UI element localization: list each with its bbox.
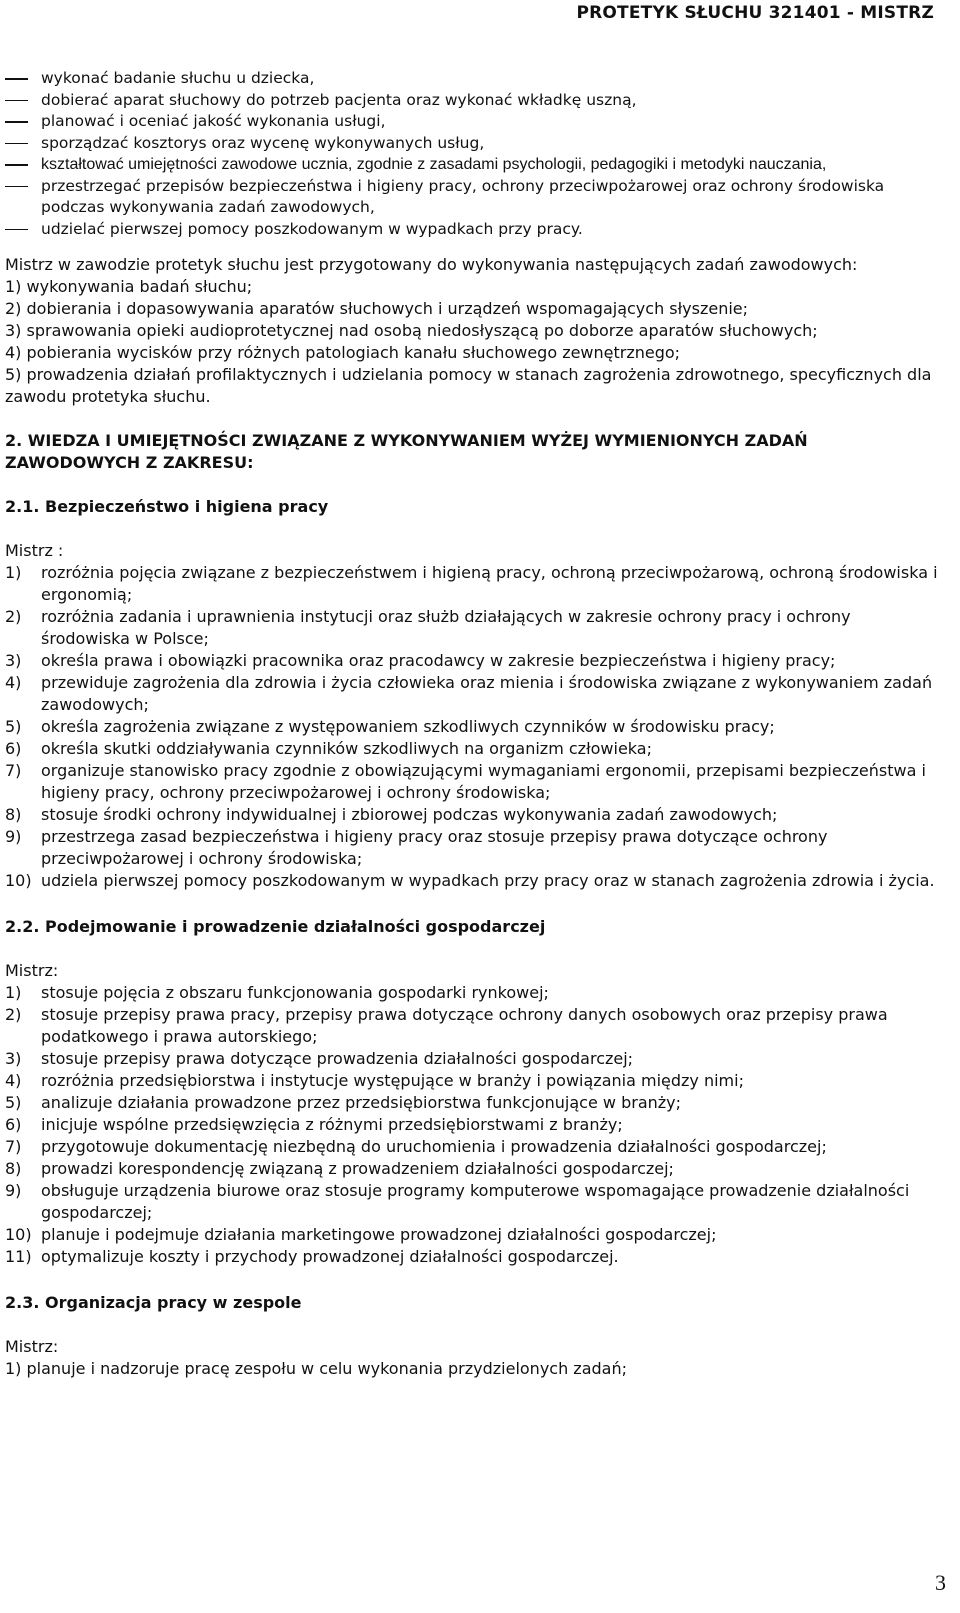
section-2-heading: 2. WIEDZA I UMIEJĘTNOŚCI ZWIĄZANE Z WYKONYWANIEM WYŻEJ WYMIENIONYCH ZADAŃ ZAWODOWYCH Z ZAKRESU: <box>5 431 808 472</box>
section-2-2-lead: Mistrz: <box>5 961 59 980</box>
section-2-3-heading: 2.3. Organizacja pracy w zespole <box>5 1293 302 1312</box>
list-item <box>5 804 940 826</box>
list-item: 1) wykonywania badań słuchu; <box>5 277 253 296</box>
list-item <box>5 716 940 738</box>
dash-bullet-icon <box>5 121 28 123</box>
item-text: optymalizuje koszty i przychody prowadzonej działalności gospodarczej. <box>41 1247 619 1266</box>
running-header: PROTETYK SŁUCHU 321401 - MISTRZ <box>576 3 934 23</box>
list-item <box>5 1114 940 1136</box>
item-number: 2) <box>5 607 22 626</box>
item-number: 8) <box>5 805 22 824</box>
item-number: 7) <box>5 1137 22 1156</box>
list-item <box>5 1070 940 1092</box>
section-2-1-lead: Mistrz : <box>5 541 64 560</box>
item-number: 5) <box>5 717 22 736</box>
intro-text: Mistrz w zawodzie protetyk słuchu jest przygotowany do wykonywania następujących zadań zawodowych: <box>5 255 858 274</box>
section-2-3-lead: Mistrz: <box>5 1337 59 1356</box>
item-text: określa skutki oddziaływania czynników szkodliwych na organizm człowieka; <box>41 739 652 758</box>
item-number: 9) <box>5 1181 22 1200</box>
list-item <box>5 1048 940 1070</box>
item-number: 1) <box>5 563 22 582</box>
section-2-3-list <box>5 1358 940 1380</box>
tasks-list <box>5 276 940 408</box>
list-item: kształtować umiejętności zawodowe ucznia, zgodnie z zasadami psychologii, pedagogiki i metodyki nauczania, <box>5 154 940 176</box>
list-item: planować i oceniać jakość wykonania usługi, <box>5 111 940 133</box>
item-number: 5) <box>5 1093 22 1112</box>
list-item <box>5 826 940 870</box>
item-number: 11) <box>5 1247 32 1266</box>
item-text: określa zagrożenia związane z występowaniem szkodliwych czynników w środowisku pracy; <box>41 717 775 736</box>
item-text: planuje i podejmuje działania marketingowe prowadzonej działalności gospodarczej; <box>41 1225 717 1244</box>
item-text: przestrzega zasad bezpieczeństwa i higieny pracy oraz stosuje przepisy prawa dotyczące ochrony przeciwpożarowej i ochrony środowiska; <box>41 827 828 868</box>
list-item <box>5 1092 940 1114</box>
section-2-1-list <box>5 562 940 892</box>
dash-bullet-icon <box>5 143 28 145</box>
item-text: udziela pierwszej pomocy poszkodowanym w wypadkach przy pracy oraz w stanach zagrożenia zdrowia i życia. <box>41 871 935 890</box>
list-item <box>5 562 940 606</box>
list-item: 2) dobierania i dopasowywania aparatów słuchowych i urządzeń wspomagających słyszenie; <box>5 299 749 318</box>
item-text: przygotowuje dokumentację niezbędną do uruchomienia i prowadzenia działalności gospodarczej; <box>41 1137 827 1156</box>
item-text: stosuje pojęcia z obszaru funkcjonowania gospodarki rynkowej; <box>41 983 549 1002</box>
item-text: obsługuje urządzenia biurowe oraz stosuje programy komputerowe wspomagające prowadzenie działalności gospodarczej; <box>41 1181 910 1222</box>
item-text: analizuje działania prowadzone przez przedsiębiorstwa funkcjonujące w branży; <box>41 1093 682 1112</box>
dash-bullet-icon <box>5 100 28 102</box>
list-item <box>5 650 940 672</box>
section-2-1-heading: 2.1. Bezpieczeństwo i higiena pracy <box>5 497 329 516</box>
item-text: stosuje przepisy prawa pracy, przepisy prawa dotyczące ochrony danych osobowych oraz przepisy prawa podatkowego i prawa autorskiego; <box>41 1005 888 1046</box>
item-text: stosuje przepisy prawa dotyczące prowadzenia działalności gospodarczej; <box>41 1049 634 1068</box>
item-text: rozróżnia zadania i uprawnienia instytucji oraz służb działających w zakresie ochrony pracy i ochrony środowiska w Polsce; <box>41 607 851 648</box>
item-number: 8) <box>5 1159 22 1178</box>
list-item: udzielać pierwszej pomocy poszkodowanym w wypadkach przy pracy. <box>5 219 940 241</box>
item-text: prowadzi korespondencję związaną z prowadzeniem działalności gospodarczej; <box>41 1159 674 1178</box>
list-item <box>5 760 940 804</box>
dash-bullet-icon <box>5 164 28 166</box>
item-number: 4) <box>5 673 22 692</box>
list-item <box>5 672 940 716</box>
list-item: 5) prowadzenia działań profilaktycznych i udzielania pomocy w stanach zagrożenia zdrowotnego, specyficznych dla zawodu protetyka słuchu. <box>5 365 932 406</box>
item-text: określa prawa i obowiązki pracownika oraz pracodawcy w zakresie bezpieczeństwa i higieny pracy; <box>41 651 836 670</box>
item-number: 3) <box>5 1049 22 1068</box>
list-item: przestrzegać przepisów bezpieczeństwa i higieny pracy, ochrony przeciwpożarowej oraz ochrony środowiska podczas wykonywania zadań zawodowych, <box>5 176 940 219</box>
section-2-2-heading: 2.2. Podejmowanie i prowadzenie działalności gospodarczej <box>5 917 546 936</box>
page-number: 3 <box>935 1570 946 1595</box>
item-number: 10) <box>5 871 32 890</box>
item-text: rozróżnia przedsiębiorstwa i instytucje występujące w branży i powiązania między nimi; <box>41 1071 744 1090</box>
item-text: przewiduje zagrożenia dla zdrowia i życia człowieka oraz mienia i środowiska związane z wykonywaniem zadań zawodowych; <box>41 673 933 714</box>
dash-bullet-icon <box>5 78 28 80</box>
item-number: 2) <box>5 1005 22 1024</box>
list-item: 3) sprawowania opieki audioprotetycznej nad osobą niedosłyszącą po doborze aparatów słuchowych; <box>5 321 818 340</box>
skills-dash-list <box>5 68 940 240</box>
item-number: 4) <box>5 1071 22 1090</box>
item-number: 10) <box>5 1225 32 1244</box>
list-item <box>5 982 940 1004</box>
dash-bullet-icon <box>5 229 28 231</box>
item-number: 6) <box>5 1115 22 1134</box>
list-item <box>5 870 940 892</box>
list-item <box>5 1246 940 1268</box>
item-number: 1) <box>5 983 22 1002</box>
list-item: 1) planuje i nadzoruje pracę zespołu w celu wykonania przydzielonych zadań; <box>5 1359 627 1378</box>
item-number: 7) <box>5 761 22 780</box>
list-item <box>5 1180 940 1224</box>
dash-bullet-icon <box>5 186 28 188</box>
list-item <box>5 1004 940 1048</box>
list-item: wykonać badanie słuchu u dziecka, <box>5 68 940 90</box>
list-item: dobierać aparat słuchowy do potrzeb pacjenta oraz wykonać wkładkę uszną, <box>5 90 940 112</box>
item-number: 9) <box>5 827 22 846</box>
list-item <box>5 1224 940 1246</box>
item-text: rozróżnia pojęcia związane z bezpieczeństwem i higieną pracy, ochroną przeciwpożarową, ochroną środowiska i ergonomią; <box>41 563 938 604</box>
list-item <box>5 1136 940 1158</box>
page-content <box>5 68 940 1380</box>
item-text: inicjuje wspólne przedsięwzięcia z różnymi przedsiębiorstwami z branży; <box>41 1115 623 1134</box>
list-item <box>5 738 940 760</box>
item-number: 6) <box>5 739 22 758</box>
section-2-2-list <box>5 982 940 1268</box>
list-item: sporządzać kosztorys oraz wycenę wykonywanych usług, <box>5 133 940 155</box>
list-item: 4) pobierania wycisków przy różnych patologiach kanału słuchowego zewnętrznego; <box>5 343 681 362</box>
item-text: stosuje środki ochrony indywidualnej i zbiorowej podczas wykonywania zadań zawodowych; <box>41 805 778 824</box>
list-item <box>5 1158 940 1180</box>
item-number: 3) <box>5 651 22 670</box>
list-item <box>5 606 940 650</box>
item-text: organizuje stanowisko pracy zgodnie z obowiązującymi wymaganiami ergonomii, przepisami bezpieczeństwa i higieny pracy, ochrony przeciwpożarowej i ochrony środowiska; <box>41 761 926 802</box>
